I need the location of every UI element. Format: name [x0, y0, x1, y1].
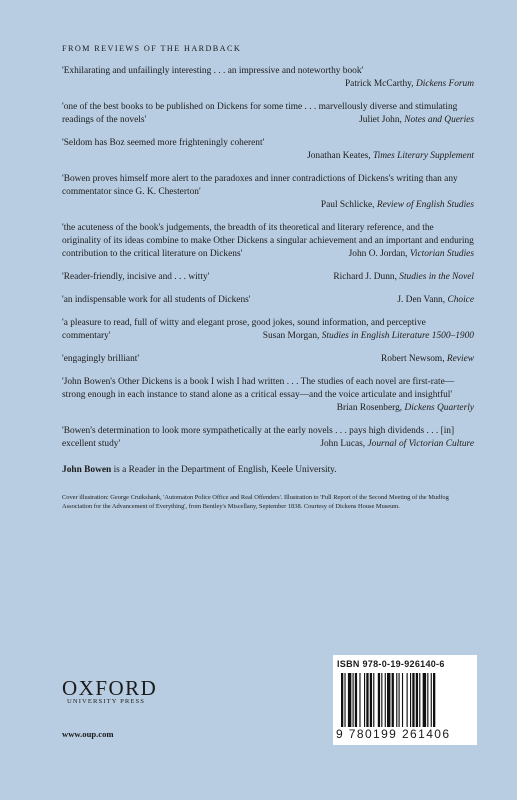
review-source: [62, 199, 474, 212]
review-source: [337, 402, 474, 415]
review-source: [333, 271, 474, 284]
barcode-bar: [392, 673, 394, 727]
barcode-bar: [341, 673, 343, 727]
review-quote: 'Bowen's determination to look more sympathetically at the early novels . . . pays high dividends . . . [in] excellent study': [62, 426, 455, 449]
review-source-name: J. Den Vann,: [397, 295, 448, 305]
review-item: [62, 376, 474, 415]
review-item: [62, 271, 474, 284]
review-source-publication: Studies in the Novel: [399, 272, 474, 282]
review-source: [397, 294, 474, 307]
barcode-digits: 9 780199 261406: [336, 727, 451, 741]
review-item: [62, 294, 474, 307]
author-name: John Bowen: [62, 465, 112, 475]
publisher-logo: [62, 678, 157, 705]
barcode-bar: [419, 673, 420, 727]
barcode-icon: [341, 673, 471, 727]
back-cover-text: [62, 44, 474, 511]
publisher-name: OXFORD: [62, 676, 158, 700]
barcode-bar: [431, 673, 432, 727]
barcode-bar: [416, 673, 418, 727]
review-source-publication: Choice: [447, 295, 474, 305]
barcode-panel: [333, 655, 477, 745]
review-quote: 'Reader-friendly, incisive and . . . witty': [62, 272, 210, 282]
review-quote: 'Seldom has Boz seemed more frighteningly coherent': [62, 138, 265, 148]
barcode-bar: [402, 673, 403, 727]
reviews-list: [62, 65, 474, 451]
review-source-name: Brian Rosenberg,: [336, 403, 405, 413]
barcode-bar: [410, 673, 411, 727]
barcode-bar: [364, 673, 365, 727]
barcode-bar: [359, 673, 360, 727]
reviews-heading: FROM REVIEWS OF THE HARDBACK: [62, 44, 242, 53]
barcode-bar: [385, 673, 386, 727]
review-item: [62, 317, 474, 343]
review-source: [62, 78, 474, 91]
cover-illustration-note: Cover illustration: George Cruikshank, 'Automaton Police Office and Real Offenders'. Illustration to 'Full Report of the Second Meeting of the Mudfog Association for the Advancement of Everything', from Bentley's Miscellany, September 1838. Courtesy of Dickens House Museum.: [62, 494, 449, 510]
review-source: [359, 114, 474, 127]
publisher-subname: UNIVERSITY PRESS: [67, 698, 145, 705]
review-source-name: Jonathan Keates,: [307, 151, 373, 161]
barcode-bar: [412, 673, 414, 727]
review-item: [62, 222, 474, 261]
review-source-publication: Review of English Studies: [376, 200, 474, 210]
barcode-bar: [355, 673, 357, 727]
review-source-publication: Dickens Forum: [415, 79, 474, 89]
review-source-name: John O. Jordan,: [348, 249, 410, 259]
barcode-bar: [407, 673, 408, 727]
review-quote: 'Exhilarating and unfailingly interesting . . . an impressive and noteworthy book': [62, 66, 364, 76]
review-source-name: Patrick McCarthy,: [344, 79, 416, 89]
review-source-name: Juliet John,: [359, 115, 405, 125]
barcode-bar: [427, 673, 428, 727]
barcode-bar: [370, 673, 372, 727]
review-source-publication: Notes and Queries: [404, 115, 474, 125]
author-description: is a Reader in the Department of English, Keele University.: [111, 465, 337, 475]
review-item: [62, 353, 474, 366]
author-note: [62, 465, 474, 475]
barcode-bar: [353, 673, 354, 727]
review-source-publication: Journal of Victorian Culture: [367, 439, 474, 449]
review-source: [263, 330, 474, 343]
barcode-bar: [381, 673, 382, 727]
review-quote: 'John Bowen's Other Dickens is a book I wish I had written . . . The studies of each novel are first-rate—strong enough in each instance to stand alone as a critical essay—and the voice articulate and insightful': [62, 377, 455, 400]
review-quote: 'the acuteness of the book's judgements, the breadth of its theoretical and literary reference, and the originality of its ideas combine to make Other Dickens a singular achievement and an important and enduring contribution to the critical literature on Dickens': [62, 223, 474, 259]
barcode-bar: [373, 673, 374, 727]
review-source: [320, 438, 474, 451]
barcode-bar: [396, 673, 397, 727]
review-item: [62, 101, 474, 127]
review-source-name: Robert Newsom,: [381, 354, 447, 364]
review-quote: 'a pleasure to read, full of witty and elegant prose, good jokes, sound information, and perceptive commentary': [62, 318, 426, 341]
barcode-bar: [399, 673, 400, 727]
review-item: [62, 65, 474, 91]
barcode-bar: [348, 673, 351, 727]
barcode-bar: [366, 673, 368, 727]
barcode-bar: [387, 673, 390, 727]
review-source-publication: Victorian Studies: [409, 249, 474, 259]
barcode-bar: [344, 673, 345, 727]
barcode-bar: [378, 673, 380, 727]
review-item: [62, 425, 474, 451]
publisher-url: www.oup.com: [62, 729, 114, 739]
review-source: [349, 248, 474, 261]
review-source-name: Paul Schlicke,: [320, 200, 377, 210]
review-source-publication: Dickens Quarterly: [404, 403, 474, 413]
review-quote: 'an indispensable work for all students of Dickens': [62, 295, 251, 305]
isbn-label: ISBN 978-0-19-926140-6: [337, 659, 445, 669]
review-quote: 'Bowen proves himself more alert to the paradoxes and inner contradictions of Dickens's writing than any commentator since G. K. Chesterton': [62, 174, 458, 197]
review-source-name: Susan Morgan,: [262, 331, 322, 341]
review-source-name: Richard J. Dunn,: [333, 272, 400, 282]
review-item: [62, 137, 474, 163]
review-quote: 'engagingly brilliant': [62, 354, 140, 364]
review-source-publication: Times Literary Supplement: [372, 151, 474, 161]
review-item: [62, 173, 474, 212]
review-source-publication: Review: [446, 354, 474, 364]
review-source: [62, 150, 474, 163]
barcode-bar: [423, 673, 426, 727]
review-source-name: John Lucas,: [320, 439, 368, 449]
barcode-bar: [433, 673, 435, 727]
review-quote: 'one of the best books to be published on Dickens for some time . . . marvellously diverse and stimulating readings of the novels': [62, 102, 458, 125]
review-source: [381, 353, 474, 366]
review-source-publication: Studies in English Literature 1500–1900: [321, 331, 474, 341]
